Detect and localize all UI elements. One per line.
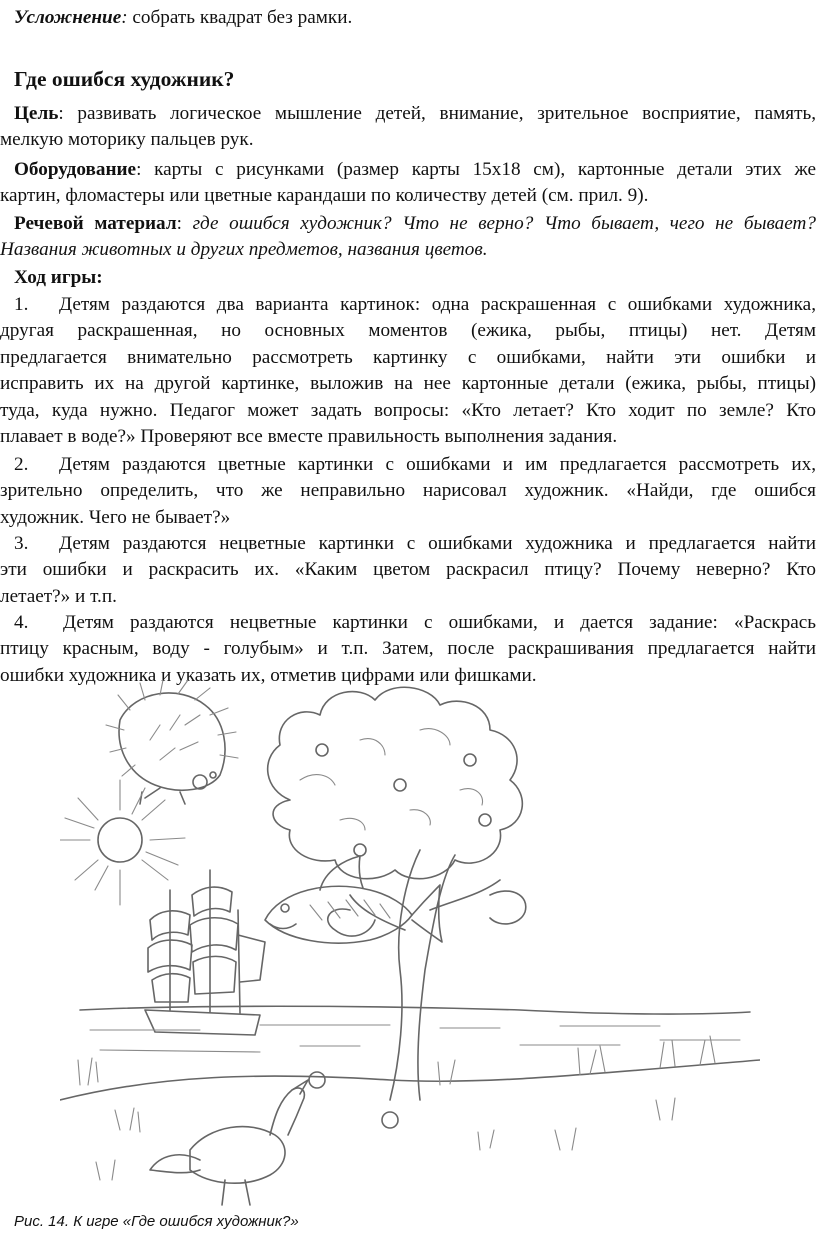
speech-line-2: Названия животных и других предметов, названия цветов. [0, 239, 488, 261]
horizon-line [80, 1006, 750, 1014]
step-2-line-2: зрительно определить, что же неправильно нарисовал художник. «Найди, где ошибся [0, 480, 816, 502]
tree-illustration [268, 687, 526, 1100]
speech-label: Речевой материал [14, 213, 177, 234]
game-heading: Ход игры: [14, 267, 103, 288]
game-heading-wrap [0, 265, 816, 291]
shore-line [60, 1060, 760, 1100]
speech-colon: : [176, 213, 193, 234]
step-1-line-1: Детям раздаются два варианта картинок: одна раскрашенная с ошибками художника, [59, 294, 816, 315]
equipment-line-2: картин, фломастеры или цветные карандаши по количеству детей (см. прил. 9). [0, 185, 649, 207]
step-3-line-3: летает?» и т.п. [0, 585, 117, 607]
bird-illustration [150, 1080, 308, 1205]
water-lines [90, 1025, 740, 1052]
goal-paragraph [0, 101, 816, 154]
complication-label: Усложнение [14, 7, 122, 28]
complication-text: собрать квадрат без рамки. [127, 7, 353, 28]
goal-line-1: : развивать логическое мышление детей, внимание, зрительное восприятие, память, [58, 103, 816, 124]
complication-paragraph [0, 5, 816, 31]
step-4 [0, 610, 816, 689]
figure-caption: Рис. 14. К игре «Где ошибся художник?» [14, 1213, 299, 1230]
step-number: 1. [14, 294, 29, 315]
step-4-line-3: ошибки художника и указать их, отметив цифрами или фишками. [0, 664, 537, 686]
speech-line-1: где ошибся художник? Что не верно? Что бывает, чего не бывает? [192, 213, 816, 234]
complication-colon: : [121, 7, 128, 28]
step-number: 3. [14, 533, 29, 554]
step-1-line-2: другая раскрашенная, но основных моментов (ежика, рыбы, птицы) нет. Детям [0, 320, 816, 342]
goal-line-2: мелкую моторику пальцев рук. [0, 129, 254, 151]
speech-paragraph [0, 211, 816, 264]
equipment-paragraph [0, 157, 816, 210]
step-number: 4. [14, 612, 29, 633]
grass-lines [96, 1098, 675, 1180]
step-3-line-1: Детям раздаются нецветные картинки с ошибками художника и предлагается найти [59, 533, 816, 554]
step-1-line-5: туда, куда нужно. Педагог может задать вопросы: «Кто летает? Кто ходит по земле? Кто [0, 399, 816, 421]
sun-illustration [60, 780, 185, 905]
illustration [60, 680, 760, 1210]
section-title-wrap [0, 66, 816, 92]
step-1-line-3: предлагается внимательно рассмотреть картинку с ошибками, найти эти ошибки и [0, 346, 816, 368]
step-1 [0, 292, 816, 450]
step-3-line-2: эти ошибки и раскрасить их. «Каким цветом раскрасил птицу? Почему неверно? Кто [0, 559, 816, 581]
goal-label: Цель [14, 103, 59, 124]
step-3 [0, 531, 816, 610]
step-1-line-6: плавает в воде?» Проверяют все вместе правильность выполнения задания. [0, 426, 618, 448]
equipment-line-1: : карты с рисунками (размер карты 15х18 см), картонные детали этих же [136, 159, 816, 180]
step-4-line-2: птицу красным, воду - голубым» и т.п. Затем, после раскрашивания предлагается найти [0, 638, 816, 660]
step-number: 2. [14, 454, 29, 475]
step-1-line-4: исправить их на другой картинке, выложив на нее картонные детали (ежика, рыбы, птицы) [0, 373, 816, 395]
step-4-line-1: Детям раздаются нецветные картинки с ошибками, и дается задание: «Раскрась [63, 612, 816, 633]
hedgehog-illustration [106, 680, 238, 804]
section-title: Где ошибся художник? [14, 67, 235, 91]
step-2-line-3: художник. Чего не бывает?» [0, 506, 231, 528]
step-2 [0, 452, 816, 531]
equipment-label: Оборудование [14, 159, 137, 180]
ship-illustration [145, 870, 265, 1035]
step-2-line-1: Детям раздаются цветные картинки с ошибками и им предлагается рассмотреть их, [59, 454, 816, 475]
